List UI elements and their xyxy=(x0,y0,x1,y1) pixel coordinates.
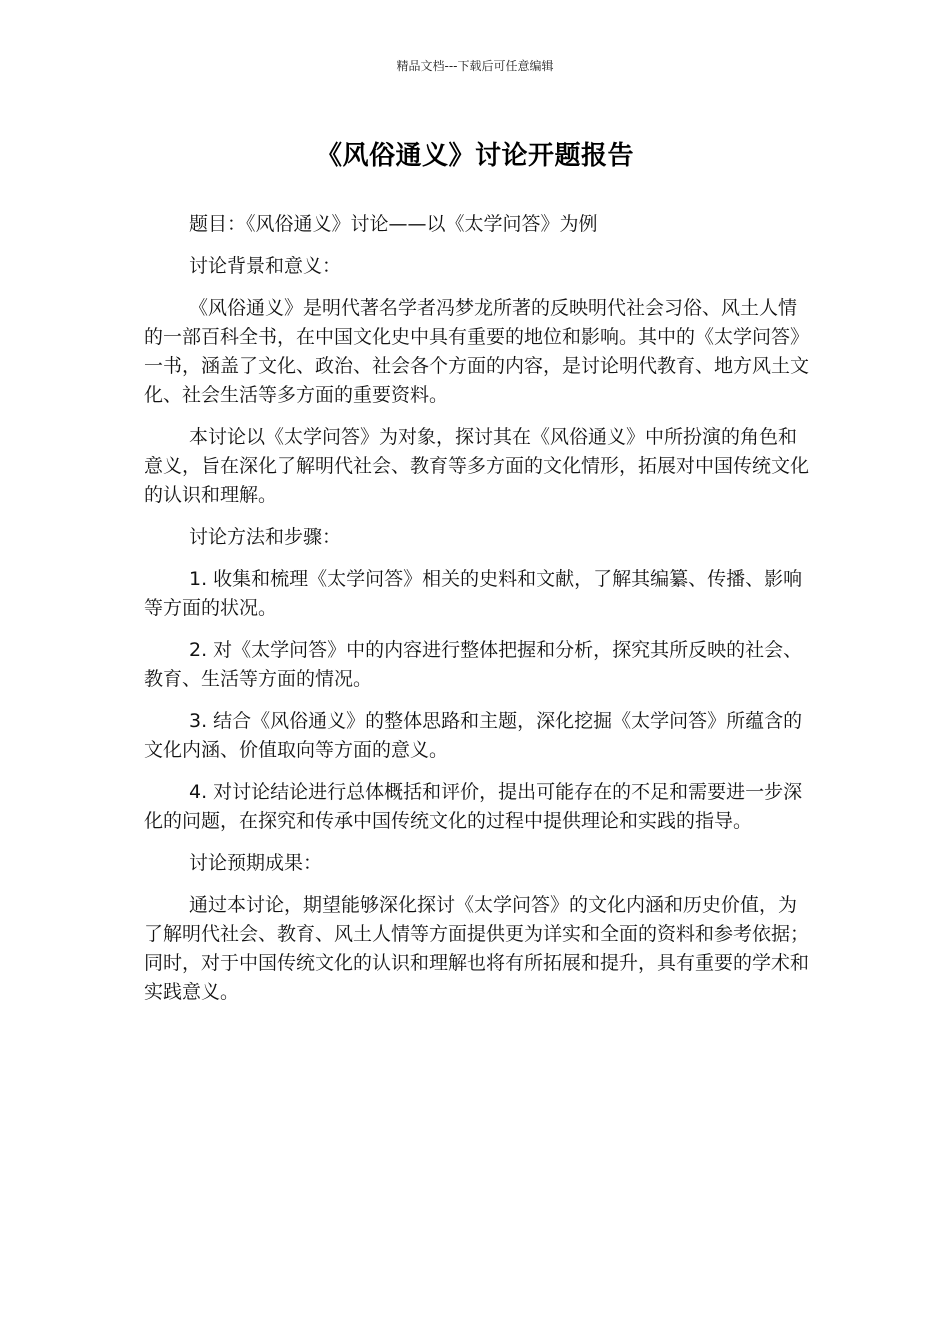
method-step-2: 2. 对《太学问答》中的内容进行整体把握和分析，探究其所反映的社会、教育、生活等方面的情况。 xyxy=(144,639,803,690)
section-heading-background: 讨论背景和意义： xyxy=(189,255,342,277)
document-title: 《风俗通义》讨论开题报告 xyxy=(315,141,634,171)
outcomes-paragraph: 通过本讨论，期望能够深化探讨《太学问答》的文化内涵和历史价值，为了解明代社会、教育、风土人情等方面提供更为详实和全面的资料和参考依据；同时，对于中国传统文化的认识和理解也将有所拓展和提升，具有重要的学术和实践意义。 xyxy=(144,894,810,1003)
method-step-3: 3. 结合《风俗通义》的整体思路和主题，深化挖掘《太学问答》所蕴含的文化内涵、价值取向等方面的意义。 xyxy=(144,710,803,761)
section-heading-methods: 讨论方法和步骤： xyxy=(189,526,342,548)
topic-line: 题目：《风俗通义》讨论——以《太学问答》为例 xyxy=(189,213,598,235)
method-step-4: 4. 对讨论结论进行总体概括和评价，提出可能存在的不足和需要进一步深化的问题，在探究和传承中国传统文化的过程中提供理论和实践的指导。 xyxy=(144,781,803,832)
background-paragraph-1: 《风俗通义》是明代著名学者冯梦龙所著的反映明代社会习俗、风土人情的一部百科全书，在中国文化史中具有重要的地位和影响。其中的《太学问答》一书，涵盖了文化、政治、社会各个方面的内容，是讨论明代教育、地方风土文化、社会生活等多方面的重要资料。 xyxy=(144,297,810,406)
method-step-1: 1. 收集和梳理《太学问答》相关的史料和文献，了解其编纂、传播、影响等方面的状况。 xyxy=(144,568,803,619)
header-note: 精品文档---下载后可任意编辑 xyxy=(396,59,554,73)
document-body xyxy=(144,210,809,1020)
background-paragraph-2: 本讨论以《太学问答》为对象，探讨其在《风俗通义》中所扮演的角色和意义，旨在深化了解明代社会、教育等多方面的文化情形，拓展对中国传统文化的认识和理解。 xyxy=(144,426,810,506)
section-heading-outcomes: 讨论预期成果： xyxy=(189,852,323,874)
